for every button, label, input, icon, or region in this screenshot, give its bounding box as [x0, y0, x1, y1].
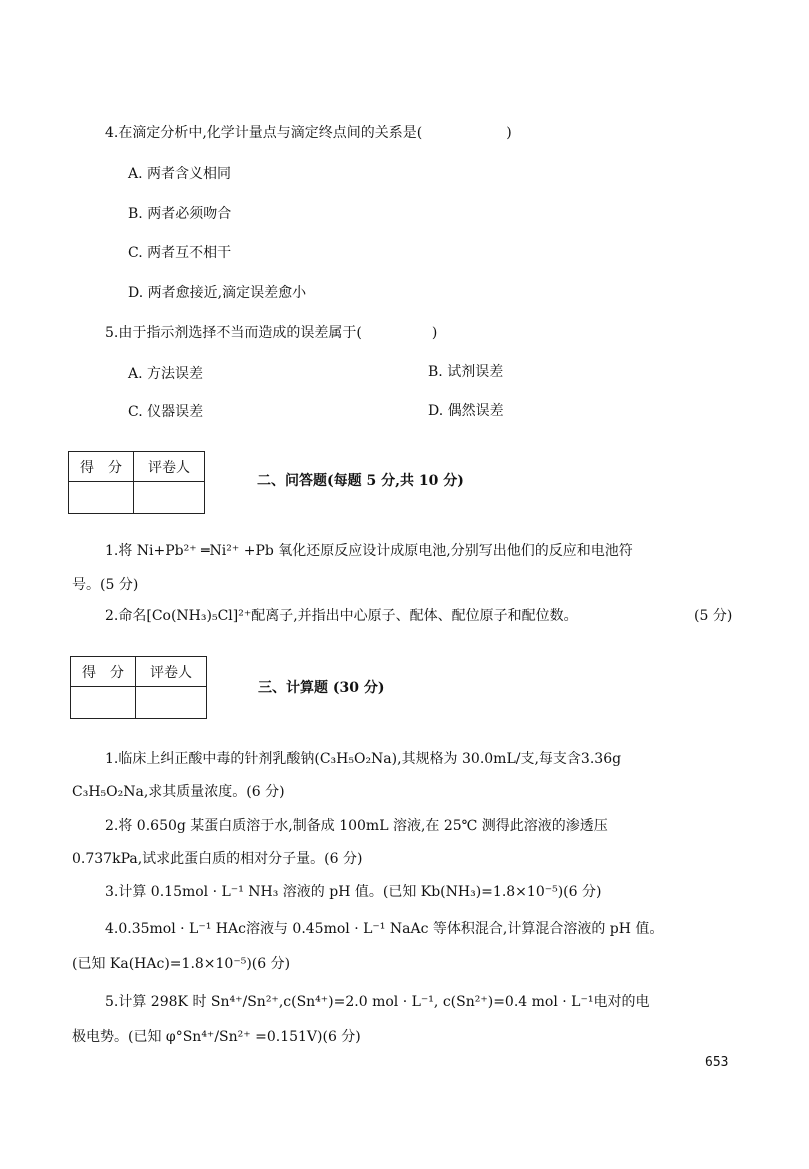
- section3-q4-line2: (已知 Ka(HAc)=1.8×10⁻⁵)(6 分): [72, 956, 291, 972]
- section3-q4-line1: 4.0.35mol · L⁻¹ HAc溶液与 0.45mol · L⁻¹ NaAc 等体积混合,计算混合溶液的 pH 值。: [105, 921, 664, 937]
- q4-option-b: B. 两者必须吻合: [128, 206, 232, 222]
- score-box-section3: [70, 656, 207, 719]
- score-label: 得 分: [71, 657, 136, 687]
- q4-option-c: C. 两者互不相干: [128, 245, 232, 261]
- section3-q5-line2: 极电势。(已知 φ°Sn⁴⁺/Sn²⁺ =0.151V)(6 分): [72, 1029, 361, 1045]
- q5-option-d: D. 偶然误差: [428, 403, 504, 419]
- page-number: 653: [705, 1055, 729, 1070]
- question-5-stem: 5.由于指示剂选择不当而造成的误差属于( ): [105, 325, 438, 341]
- score-cell: [71, 687, 136, 719]
- section3-q3: 3.计算 0.15mol · L⁻¹ NH₃ 溶液的 pH 值。(已知 Kb(NH₃)=1.8×10⁻⁵)(6 分): [105, 884, 602, 900]
- section-2-title: 二、问答题(每题 5 分,共 10 分): [257, 473, 464, 489]
- grader-label: 评卷人: [136, 657, 207, 687]
- score-label: 得 分: [69, 452, 134, 482]
- section3-q1-line1: 1.临床上纠正酸中毒的针剂乳酸钠(C₃H₅O₂Na),其规格为 30.0mL/支,每支含3.36g: [105, 751, 622, 767]
- score-cell: [69, 482, 134, 514]
- grader-cell: [136, 687, 207, 719]
- section3-q2-line1: 2.将 0.650g 某蛋白质溶于水,制备成 100mL 溶液,在 25℃ 测得此溶液的渗透压: [105, 818, 608, 834]
- section2-q1-line2: 号。(5 分): [72, 577, 139, 593]
- section3-q5-line1: 5.计算 298K 时 Sn⁴⁺/Sn²⁺,c(Sn⁴⁺)=2.0 mol · L⁻¹, c(Sn²⁺)=0.4 mol · L⁻¹电对的电: [105, 994, 650, 1010]
- section2-q1-line1: 1.将 Ni+Pb²⁺ ═Ni²⁺ +Pb 氧化还原反应设计成原电池,分别写出他们的反应和电池符: [105, 543, 633, 559]
- section3-q1-line2: C₃H₅O₂Na,求其质量浓度。(6 分): [72, 784, 285, 800]
- q5-option-b: B. 试剂误差: [428, 364, 504, 380]
- grader-cell: [134, 482, 205, 514]
- section2-q2-points: (5 分): [694, 608, 733, 624]
- q4-option-d: D. 两者愈接近,滴定误差愈小: [128, 285, 307, 301]
- q4-option-a: A. 两者含义相同: [128, 166, 232, 182]
- q5-option-a: A. 方法误差: [128, 366, 204, 382]
- question-4-stem: 4.在滴定分析中,化学计量点与滴定终点间的关系是( ): [105, 125, 512, 141]
- section2-q2-line1: 2.命名[Co(NH₃)₅Cl]²⁺配离子,并指出中心原子、配体、配位原子和配位数。: [105, 608, 578, 624]
- grader-label: 评卷人: [134, 452, 205, 482]
- q5-option-c: C. 仪器误差: [128, 404, 204, 420]
- score-box-section2: [68, 451, 205, 514]
- section-3-title: 三、计算题 (30 分): [258, 680, 385, 696]
- section3-q2-line2: 0.737kPa,试求此蛋白质的相对分子量。(6 分): [72, 851, 363, 867]
